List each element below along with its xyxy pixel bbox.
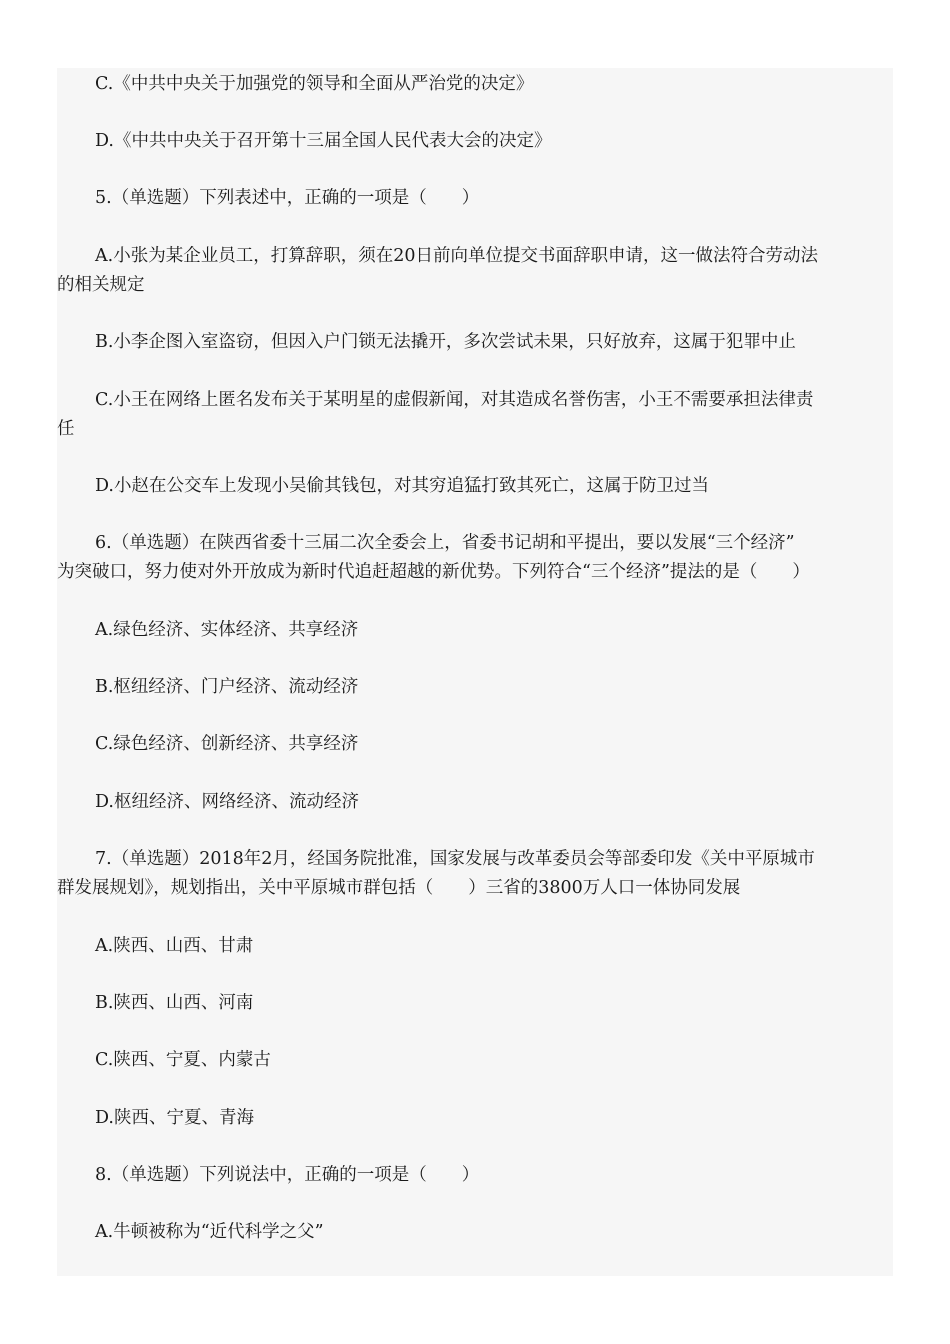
q5-option-a-line2: 的相关规定 — [57, 275, 145, 295]
q6-option-b: B.枢纽经济、门户经济、流动经济 — [95, 677, 359, 697]
q8-stem: 8.（单选题）下列说法中，正确的一项是（ ） — [95, 1165, 480, 1185]
q8-option-a: A.牛顿被称为“近代科学之父” — [95, 1222, 324, 1242]
q6-option-d: D.枢纽经济、网络经济、流动经济 — [95, 792, 359, 812]
q5-stem: 5.（单选题）下列表述中，正确的一项是（ ） — [95, 188, 480, 208]
q4-option-d: D.《中共中央关于召开第十三届全国人民代表大会的决定》 — [95, 131, 552, 151]
q5-option-c-line1: C.小王在网络上匿名发布关于某明星的虚假新闻，对其造成名誉伤害，小王不需要承担法律责 — [95, 390, 814, 410]
q6-option-a: A.绿色经济、实体经济、共享经济 — [95, 620, 359, 640]
document-page — [57, 68, 893, 1276]
q5-option-b: B.小李企图入室盗窃，但因入户门锁无法撬开，多次尝试未果，只好放弃，这属于犯罪中止 — [95, 332, 796, 352]
q6-stem-line1: 6.（单选题）在陕西省委十三届二次全委会上，省委书记胡和平提出，要以发展“三个经济” — [95, 533, 795, 553]
q7-option-d: D.陕西、宁夏、青海 — [95, 1108, 254, 1128]
q6-option-c: C.绿色经济、创新经济、共享经济 — [95, 734, 359, 754]
q5-option-a-line1: A.小张为某企业员工，打算辞职，须在20日前向单位提交书面辞职申请，这一做法符合劳动法 — [95, 246, 818, 266]
q5-option-c-line2: 任 — [57, 419, 75, 439]
q4-option-c: C.《中共中央关于加强党的领导和全面从严治党的决定》 — [95, 74, 534, 94]
q6-stem-line2: 为突破口，努力使对外开放成为新时代追赶超越的新优势。下列符合“三个经济”提法的是（ ） — [57, 562, 810, 582]
q5-option-d: D.小赵在公交车上发现小吴偷其钱包，对其穷追猛打致其死亡，这属于防卫过当 — [95, 476, 709, 496]
q7-option-a: A.陕西、山西、甘肃 — [95, 936, 254, 956]
q7-option-b: B.陕西、山西、河南 — [95, 993, 254, 1013]
q7-stem-line2: 群发展规划》，规划指出，关中平原城市群包括（ ）三省的3800万人口一体协同发展 — [57, 878, 741, 898]
q7-stem-line1: 7.（单选题）2018年2月，经国务院批准，国家发展与改革委员会等部委印发《关中平原城市 — [95, 849, 815, 869]
q7-option-c: C.陕西、宁夏、内蒙古 — [95, 1050, 271, 1070]
